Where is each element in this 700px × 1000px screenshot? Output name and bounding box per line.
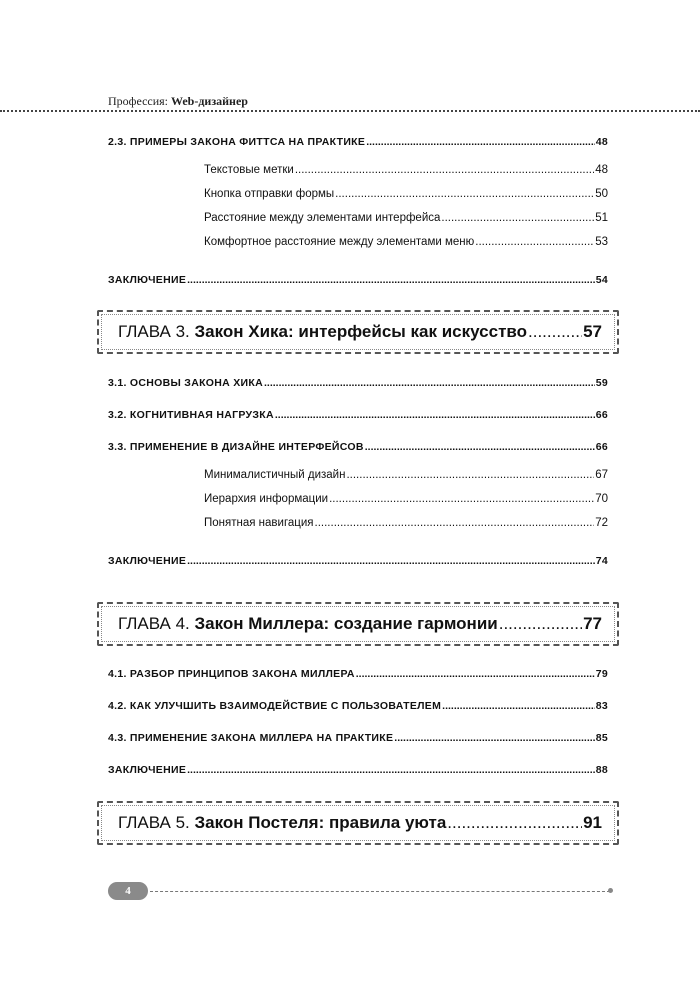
leader-dots [295,164,594,176]
toc-title: Минималистичный дизайн [204,469,346,481]
toc-page: 48 [595,164,608,176]
leader-dots [442,700,595,712]
toc-title: 4.3. ПРИМЕНЕНИЕ ЗАКОНА МИЛЛЕРА НА ПРАКТИКЕ [108,732,394,744]
toc-title: Расстояние между элементами интерфейса [204,212,441,224]
running-header [108,94,248,109]
toc-page: 77 [583,614,602,633]
toc-page: 91 [583,813,602,832]
toc-title: 3.2. КОГНИТИВНАЯ НАГРУЗКА [108,409,274,421]
leader-dots [499,614,582,634]
leader-dots [366,136,595,148]
leader-dots [329,493,594,505]
leader-dots [264,377,595,389]
toc-page: 67 [595,469,608,481]
toc-section-3-2[interactable] [108,409,608,421]
toc-title: ЗАКЛЮЧЕНИЕ [108,555,187,567]
leader-dots [275,409,595,421]
toc-conclusion[interactable] [108,555,608,567]
toc-page: 54 [595,274,608,286]
toc-item[interactable] [204,493,608,505]
chapter-name: Закон Хика: интерфейсы как искусство [194,322,528,341]
toc-chapter-4[interactable] [118,614,602,634]
leader-dots [447,813,582,833]
toc-page: 53 [595,236,608,248]
toc-chapter-3[interactable] [118,322,602,342]
page-number-badge: 4 [108,882,148,900]
toc-title: Комфортное расстояние между элементами меню [204,236,475,248]
toc-page: 88 [595,764,608,776]
toc-page: 57 [583,322,602,341]
toc-section-4-3[interactable] [108,732,608,744]
leader-dots [335,188,594,200]
toc-section-4-2[interactable] [108,700,608,712]
toc-item[interactable] [204,188,608,200]
toc-page: 70 [595,493,608,505]
toc-page: 66 [595,441,608,453]
toc-title: 4.2. КАК УЛУЧШИТЬ ВЗАИМОДЕЙСТВИЕ С ПОЛЬЗОВАТЕЛЕМ [108,700,442,712]
toc-title: 2.3. ПРИМЕРЫ ЗАКОНА ФИТТСА НА ПРАКТИКЕ [108,136,366,148]
toc-title: ЗАКЛЮЧЕНИЕ [108,274,187,286]
toc-conclusion[interactable] [108,274,608,286]
chapter-label: ГЛАВА 4. [118,614,195,633]
leader-dots [394,732,594,744]
toc-title: Иерархия информации [204,493,329,505]
toc-page: 72 [595,517,608,529]
header-book-title: Web-дизайнер [171,94,248,108]
toc-section-3-3[interactable] [108,441,608,453]
toc-chapter-5[interactable] [118,813,602,833]
leader-dots [356,668,595,680]
toc-section-2-3[interactable] [108,136,608,148]
leader-dots [187,555,595,567]
toc-item[interactable] [204,236,608,248]
leader-dots [475,236,594,248]
leader-dots [441,212,594,224]
footer-dashed-rule [150,891,610,892]
header-prefix: Профессия: [108,94,171,108]
toc-title: ЗАКЛЮЧЕНИЕ [108,764,187,776]
chapter-name: Закон Постеля: правила уюта [194,813,447,832]
toc-page: 83 [595,700,608,712]
toc-title: Кнопка отправки формы [204,188,335,200]
toc-item[interactable] [204,212,608,224]
leader-dots [528,322,582,342]
toc-page: 50 [595,188,608,200]
toc-title: 4.1. РАЗБОР ПРИНЦИПОВ ЗАКОНА МИЛЛЕРА [108,668,355,680]
chapter-label: ГЛАВА 5. [118,813,195,832]
toc-title: 3.3. ПРИМЕНЕНИЕ В ДИЗАЙНЕ ИНТЕРФЕЙСОВ [108,441,364,453]
toc-page: 85 [595,732,608,744]
leader-dots [187,764,595,776]
toc-page: 66 [595,409,608,421]
leader-dots [315,517,595,529]
toc-title: 3.1. ОСНОВЫ ЗАКОНА ХИКА [108,377,263,389]
leader-dots [346,469,594,481]
header-dotted-rule [0,110,700,112]
toc-page: 79 [595,668,608,680]
toc-title: Текстовые метки [204,164,294,176]
toc-title: Понятная навигация [204,517,314,529]
chapter-label: ГЛАВА 3. [118,322,195,341]
toc-page: 48 [595,136,608,148]
toc-page: 74 [595,555,608,567]
leader-dots [365,441,595,453]
toc-item[interactable] [204,517,608,529]
toc-section-4-1[interactable] [108,668,608,680]
toc-section-3-1[interactable] [108,377,608,389]
toc-conclusion[interactable] [108,764,608,776]
footer-dot [608,888,613,893]
toc-page: 51 [595,212,608,224]
chapter-name: Закон Миллера: создание гармонии [194,614,498,633]
toc-item[interactable] [204,164,608,176]
toc-page: 59 [595,377,608,389]
leader-dots [187,274,595,286]
toc-item[interactable] [204,469,608,481]
